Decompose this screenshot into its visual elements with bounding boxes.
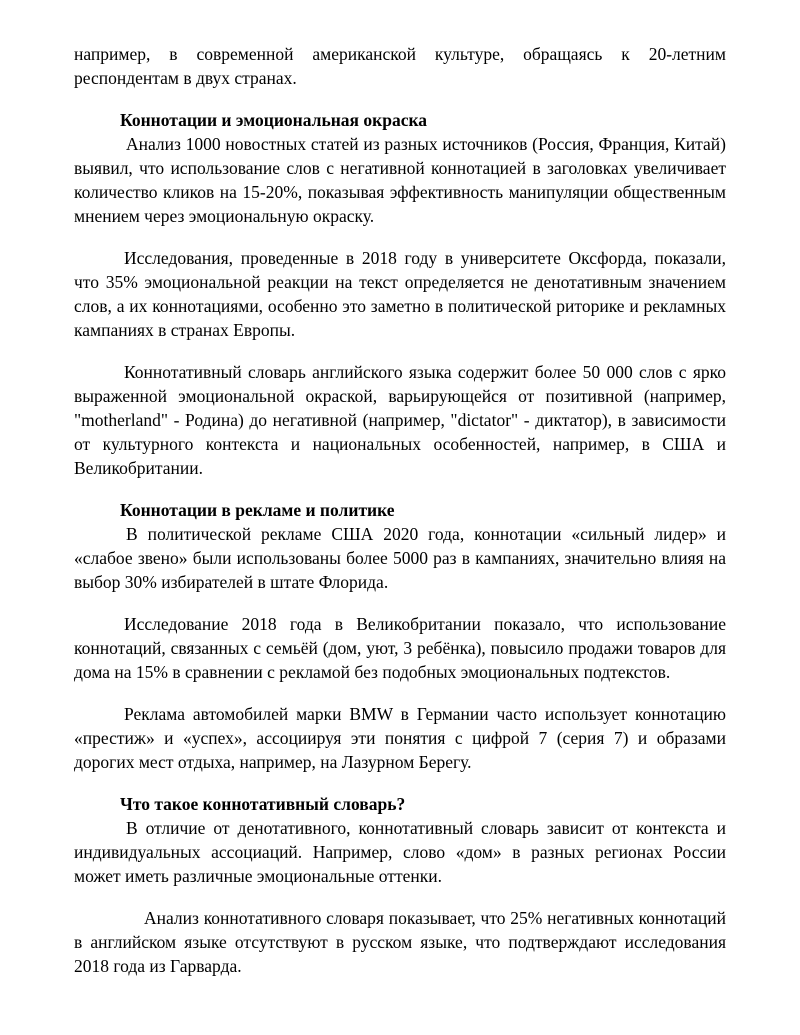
section-heading-connotations: Коннотации и эмоциональная окраска (120, 110, 428, 130)
paragraph-harvard-study: Анализ коннотативного словаря показывает, что 25% негативных коннотаций в английском языке отсутствуют в русском языке, что подтверждают исследования 2018 года из Гарварда. (74, 908, 726, 976)
paragraph-us-political-ads: В политической рекламе США 2020 года, коннотации «сильный лидер» и «слабое звено» были использованы более 5000 раз в кампаниях, значительно влияя на выбор 30% избирателей в штате Флорида. (74, 524, 726, 592)
paragraph-news-analysis: Анализ 1000 новостных статей из разных источников (Россия, Франция, Китай) выявил, что использование слов с негативной коннотацией в заголовках увеличивает количество кликов на 15-20%, показывая эффективность манипуляции общественным мнением через эмоциональную окраску. (74, 134, 726, 226)
intro-paragraph: например, в современной американской культуре, обращаясь к 20-летним респондентам в двух странах. (74, 44, 726, 88)
document-page (74, 42, 726, 978)
paragraph-uk-study: Исследование 2018 года в Великобритании показало, что использование коннотаций, связанных с семьёй (дом, уют, 3 ребёнка), повысило продажи товаров для дома на 15% в сравнении с рекламой без подобных эмоциональных подтекстов. (74, 614, 726, 682)
paragraph-denotative-vs-connotative: В отличие от денотативного, коннотативный словарь зависит от контекста и индивидуальных ассоциаций. Например, слово «дом» в разных регионах России может иметь различные эмоциональные оттенки. (74, 818, 726, 886)
section-heading-dictionary: Что такое коннотативный словарь? (120, 794, 406, 814)
paragraph-bmw-ads: Реклама автомобилей марки BMW в Германии часто использует коннотацию «престиж» и «успех», ассоциируя эти понятия с цифрой 7 (серия 7) и образами дорогих мест отдыха, например, на Лазурном Берегу. (74, 704, 726, 772)
paragraph-connotative-dictionary: Коннотативный словарь английского языка содержит более 50 000 слов с ярко выраженной эмоциональной окраской, варьирующейся от позитивной (например, "motherland" - Родина) до негативной (например, "dictator" - диктатор), в зависимости от культурного контекста и национальных особенностей, например, в США и Великобритании. (74, 362, 726, 478)
section-heading-advertising: Коннотации в рекламе и политике (120, 500, 395, 520)
paragraph-oxford-study: Исследования, проведенные в 2018 году в университете Оксфорда, показали, что 35% эмоциональной реакции на текст определяется не денотативным значением слов, а их коннотациями, особенно это заметно в политической риторике и рекламных кампаниях в странах Европы. (74, 248, 726, 340)
